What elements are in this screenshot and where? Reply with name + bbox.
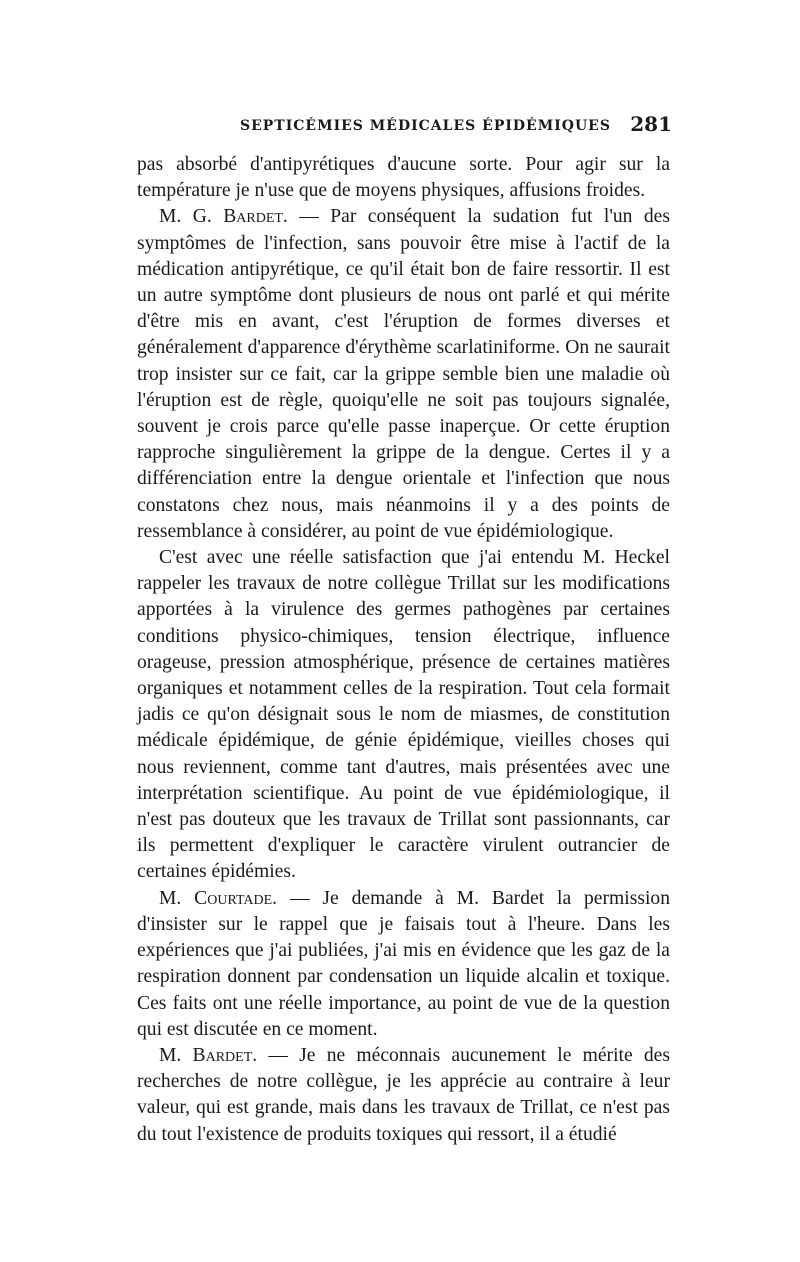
speaker-name: M. Courtade.: [159, 887, 278, 909]
paragraph: [137, 152, 670, 204]
paragraph: [137, 886, 670, 1043]
speaker-name: M. Bardet.: [159, 1044, 258, 1066]
running-head: [240, 112, 670, 142]
paragraph-text: — Je ne méconnais aucunement le mérite des recherches de notre collègue, je les apprécie au contraire à leur valeur, qui est grande, mais dans les travaux de Trillat, ce n'est pas du tout l'existence de produits toxiques qui ressort, il a étudié: [137, 1044, 670, 1145]
paragraph: [137, 545, 670, 886]
paragraph-text: C'est avec une réelle satisfaction que j'ai entendu M. Heckel rappeler les travaux de notre collègue Trillat sur les modifications apportées à la virulence des germes pathogènes par certaines conditions physico-chimiques, tension électrique, influence orageuse, pression atmosphérique, présence de certaines matières organiques et notamment celles de la respiration. Tout cela formait jadis ce qu'on désignait sous le nom de miasmes, de constitution médicale épidémique, de génie épidémique, vieilles choses qui nous reviennent, comme tant d'autres, mais présentées avec une interprétation scientifique. Au point de vue épidémiologique, il n'est pas douteux que les travaux de Trillat sont passionnants, car ils permettent d'expliquer le caractère virulent outrancier de certaines épidémies.: [137, 547, 670, 883]
paragraph-text: pas absorbé d'antipyrétiques d'aucune sorte. Pour agir sur la température je n'use que de moyens physiques, affusions froides.: [137, 154, 670, 202]
speaker-name: M. G. Bardet.: [159, 206, 288, 228]
page-number: 281: [630, 112, 672, 136]
paragraph-text: — Par conséquent la sudation fut l'un des symptômes de l'infection, sans pouvoir être mise à l'actif de la médication antipyrétique, ce qu'il était bon de faire ressortir. Il est un autre symptôme dont plusieurs de nous ont parlé et qui mérite d'être mis en avant, c'est l'éruption de formes diverses et généralement d'apparence d'érythème scarlatiniforme. On ne saurait trop insister sur ce fait, car la grippe semble bien une maladie où l'éruption est de règle, quoiqu'elle ne soit pas toujours signalée, souvent je crois parce qu'elle passe inaperçue. Or cette éruption rapproche singulièrement la grippe de la dengue. Certes il y a différenciation entre la dengue orientale et l'infection que nous constatons chez nous, mais néanmoins il y a des points de ressemblance à considérer, au point de vue épidémiologique.: [137, 206, 670, 542]
running-title: SEPTICÉMIES MÉDICALES ÉPIDÉMIQUES: [240, 118, 611, 134]
paragraph: [137, 204, 670, 545]
paragraph: [137, 1043, 670, 1148]
body-text: [137, 152, 670, 1148]
paragraph-text: — Je demande à M. Bardet la permission d'insister sur le rappel que je faisais tout à l'heure. Dans les expériences que j'ai publiées, j'ai mis en évidence que les gaz de la respiration donnent par condensation un liquide alcalin et toxique. Ces faits ont une réelle importance, au point de vue de la question qui est discutée en ce moment.: [137, 887, 671, 1040]
